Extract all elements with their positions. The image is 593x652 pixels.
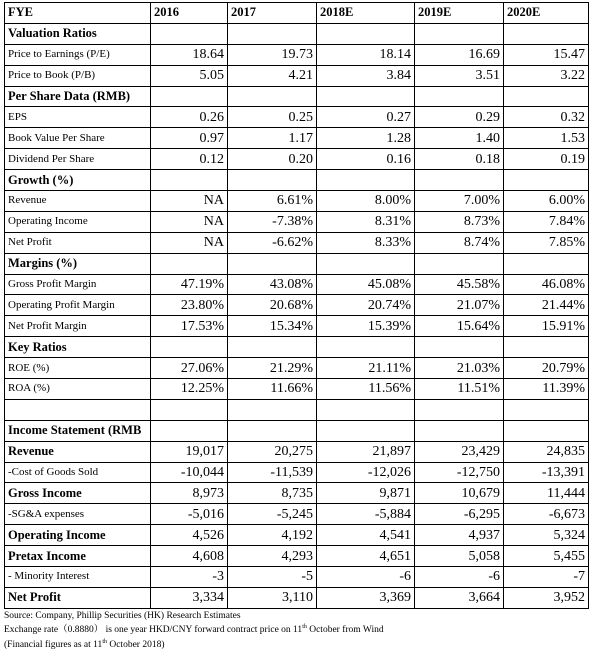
exchange-rate-note: Exchange rate（0.8880） is one year HKD/CNY forward contract price on 11th October from Wind [4,624,384,636]
value-cell: 47.19% [151,274,228,295]
source-note: Source: Company, Phillip Securities (HK) Research Estimates [4,610,241,621]
row-label: Operating Income [5,525,151,546]
value-cell: 19.73 [228,44,317,65]
row-label: Pretax Income [5,546,151,567]
value-cell: 21,897 [317,441,415,462]
value-cell: 8.00% [317,191,415,212]
value-cell: 1.40 [415,128,504,149]
year-header: 2019E [415,3,504,24]
data-row [5,525,589,546]
value-cell: 4,937 [415,525,504,546]
section-row [5,23,589,44]
value-cell: -12,026 [317,462,415,483]
value-cell: -6.62% [228,232,317,253]
value-cell: -6,673 [504,504,589,525]
spacer-row [5,399,589,420]
data-row [5,191,589,212]
section-title: Growth (%) [5,170,151,191]
row-label: Operating Income [5,211,151,232]
value-cell: 11.51% [415,379,504,400]
data-row [5,232,589,253]
data-row [5,65,589,86]
value-cell: 46.08% [504,274,589,295]
empty-cell [415,420,504,441]
header-row [5,3,589,24]
value-cell: -6 [415,567,504,588]
empty-cell [228,399,317,420]
data-row [5,546,589,567]
value-cell: 4,541 [317,525,415,546]
value-cell: 8.73% [415,211,504,232]
section-title: Per Share Data (RMB) [5,86,151,107]
empty-cell [415,86,504,107]
data-row [5,274,589,295]
row-label: -Cost of Goods Sold [5,462,151,483]
section-title: Margins (%) [5,253,151,274]
section-title: Valuation Ratios [5,23,151,44]
row-label: Net Profit [5,587,151,608]
value-cell: 8.31% [317,211,415,232]
value-cell: 0.12 [151,149,228,170]
empty-cell [228,170,317,191]
value-cell: 15.64% [415,316,504,337]
empty-cell [151,170,228,191]
row-label: Book Value Per Share [5,128,151,149]
row-label: Operating Profit Margin [5,295,151,316]
value-cell: 4,192 [228,525,317,546]
empty-cell [317,399,415,420]
empty-cell [317,337,415,358]
data-row [5,44,589,65]
value-cell: -12,750 [415,462,504,483]
value-cell: 8.74% [415,232,504,253]
empty-cell [504,23,589,44]
row-label: Price to Book (P/B) [5,65,151,86]
value-cell: 20.68% [228,295,317,316]
empty-cell [228,420,317,441]
value-cell: 0.18 [415,149,504,170]
data-row [5,483,589,504]
empty-cell [228,23,317,44]
value-cell: 45.08% [317,274,415,295]
value-cell: 7.85% [504,232,589,253]
value-cell: 3,369 [317,587,415,608]
financial-summary [4,2,589,652]
value-cell: 24,835 [504,441,589,462]
value-cell: 3,664 [415,587,504,608]
value-cell: 6.00% [504,191,589,212]
data-row [5,358,589,379]
value-cell: -6 [317,567,415,588]
header-label: FYE [5,3,151,24]
value-cell: 10,679 [415,483,504,504]
section-row [5,170,589,191]
value-cell: 7.84% [504,211,589,232]
value-cell: -6,295 [415,504,504,525]
value-cell: 18.64 [151,44,228,65]
empty-cell [151,420,228,441]
empty-cell [504,253,589,274]
empty-cell [151,337,228,358]
value-cell: 3,110 [228,587,317,608]
value-cell: NA [151,191,228,212]
value-cell: 11,444 [504,483,589,504]
data-row [5,149,589,170]
data-row [5,211,589,232]
value-cell: 16.69 [415,44,504,65]
value-cell: 20.74% [317,295,415,316]
year-header: 2016 [151,3,228,24]
year-header: 2017 [228,3,317,24]
value-cell: 21.07% [415,295,504,316]
year-header: 2020E [504,3,589,24]
value-cell: 23.80% [151,295,228,316]
value-cell: 0.29 [415,107,504,128]
row-label: EPS [5,107,151,128]
value-cell: -10,044 [151,462,228,483]
value-cell: -5,884 [317,504,415,525]
value-cell: 19,017 [151,441,228,462]
data-row [5,379,589,400]
value-cell: 8,735 [228,483,317,504]
data-row [5,504,589,525]
row-label: Gross Profit Margin [5,274,151,295]
value-cell: 3.84 [317,65,415,86]
value-cell: 0.19 [504,149,589,170]
footnotes [4,611,589,652]
row-label: ROE (%) [5,358,151,379]
value-cell: -13,391 [504,462,589,483]
value-cell: 7.00% [415,191,504,212]
value-cell: 3,334 [151,587,228,608]
value-cell: 0.26 [151,107,228,128]
as-of-note: (Financial figures as at 11th October 2018) [4,639,165,651]
empty-cell [151,86,228,107]
value-cell: 11.39% [504,379,589,400]
empty-cell [317,420,415,441]
data-row [5,295,589,316]
empty-cell [415,337,504,358]
value-cell: 15.47 [504,44,589,65]
empty-cell [504,337,589,358]
value-cell: 4,651 [317,546,415,567]
empty-cell [317,23,415,44]
value-cell: 3,952 [504,587,589,608]
section-row [5,420,589,441]
value-cell: 15.91% [504,316,589,337]
value-cell: 12.25% [151,379,228,400]
value-cell: 1.53 [504,128,589,149]
row-label: - Minority Interest [5,567,151,588]
value-cell: 9,871 [317,483,415,504]
value-cell: 1.28 [317,128,415,149]
value-cell: 11.56% [317,379,415,400]
row-label: Revenue [5,441,151,462]
value-cell: 21.11% [317,358,415,379]
data-row [5,441,589,462]
row-label: Net Profit Margin [5,316,151,337]
value-cell: 4,526 [151,525,228,546]
value-cell: -5,016 [151,504,228,525]
empty-cell [151,399,228,420]
value-cell: 27.06% [151,358,228,379]
empty-cell [415,23,504,44]
empty-cell [228,253,317,274]
value-cell: 21.29% [228,358,317,379]
empty-cell [415,399,504,420]
value-cell: 0.97 [151,128,228,149]
empty-cell [504,399,589,420]
empty-cell [228,337,317,358]
value-cell: -11,539 [228,462,317,483]
value-cell: 0.16 [317,149,415,170]
section-title: Key Ratios [5,337,151,358]
value-cell: 21.44% [504,295,589,316]
value-cell: 4,608 [151,546,228,567]
data-row [5,107,589,128]
value-cell: NA [151,211,228,232]
value-cell: 8.33% [317,232,415,253]
table-body [5,3,589,609]
value-cell: 4,293 [228,546,317,567]
value-cell: 1.17 [228,128,317,149]
section-title: Income Statement (RMB [5,420,151,441]
value-cell: 0.20 [228,149,317,170]
row-label: Price to Earnings (P/E) [5,44,151,65]
value-cell: 15.34% [228,316,317,337]
empty-cell [504,86,589,107]
value-cell: 6.61% [228,191,317,212]
value-cell: 20,275 [228,441,317,462]
value-cell: 5,324 [504,525,589,546]
value-cell: NA [151,232,228,253]
empty-cell [317,170,415,191]
empty-cell [504,420,589,441]
value-cell: 8,973 [151,483,228,504]
value-cell: 5,455 [504,546,589,567]
value-cell: -3 [151,567,228,588]
value-cell: 4.21 [228,65,317,86]
value-cell: 17.53% [151,316,228,337]
row-label: Net Profit [5,232,151,253]
row-label: Gross Income [5,483,151,504]
value-cell: 5.05 [151,65,228,86]
value-cell: -7 [504,567,589,588]
row-label: Dividend Per Share [5,149,151,170]
value-cell: 45.58% [415,274,504,295]
row-label: -SG&A expenses [5,504,151,525]
value-cell: 21.03% [415,358,504,379]
row-label: Revenue [5,191,151,212]
empty-cell [317,86,415,107]
year-header: 2018E [317,3,415,24]
empty-cell [415,253,504,274]
section-row [5,253,589,274]
value-cell: 0.27 [317,107,415,128]
value-cell: 5,058 [415,546,504,567]
value-cell: -7.38% [228,211,317,232]
data-row [5,316,589,337]
data-row [5,128,589,149]
empty-cell [415,170,504,191]
data-row [5,587,589,608]
value-cell: 11.66% [228,379,317,400]
value-cell: 0.25 [228,107,317,128]
section-row [5,337,589,358]
empty-cell [504,170,589,191]
financial-table [4,2,589,609]
value-cell: -5 [228,567,317,588]
row-label: ROA (%) [5,379,151,400]
value-cell: 0.32 [504,107,589,128]
value-cell: 3.51 [415,65,504,86]
value-cell: 20.79% [504,358,589,379]
empty-cell [151,23,228,44]
empty-cell [5,399,151,420]
value-cell: 3.22 [504,65,589,86]
empty-cell [317,253,415,274]
empty-cell [228,86,317,107]
value-cell: 43.08% [228,274,317,295]
value-cell: 18.14 [317,44,415,65]
data-row [5,567,589,588]
empty-cell [151,253,228,274]
value-cell: 15.39% [317,316,415,337]
data-row [5,462,589,483]
section-row [5,86,589,107]
value-cell: -5,245 [228,504,317,525]
value-cell: 23,429 [415,441,504,462]
